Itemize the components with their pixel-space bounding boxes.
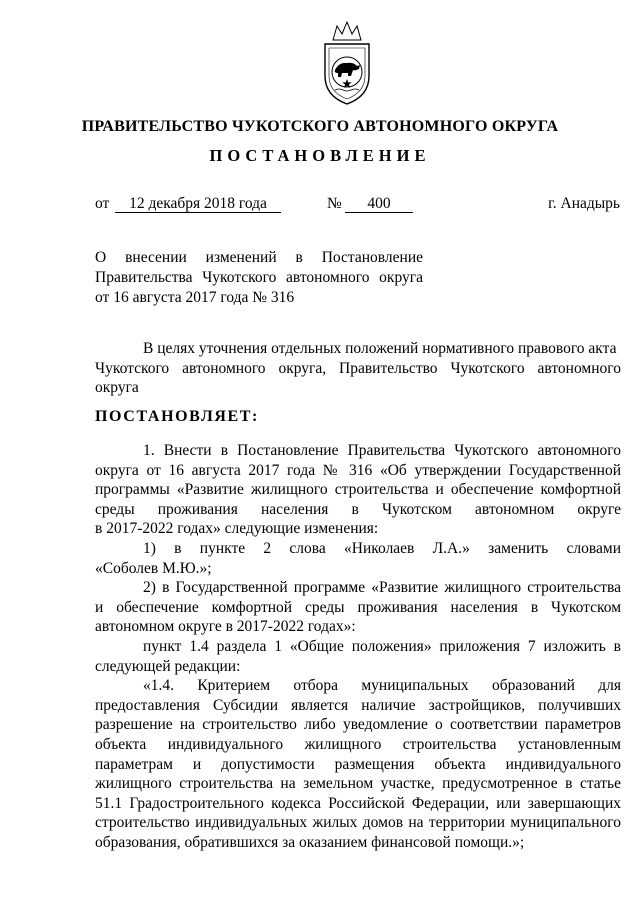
body-line: округа от 16 августа 2017 года № 316 «Об утверждении Государственной bbox=[95, 461, 621, 479]
body-line: автономном округе в 2017-2022 годах»: bbox=[95, 618, 356, 636]
body-line: параметрам и допустимости размещения объекта индивидуального bbox=[95, 755, 621, 773]
body-line: предоставления Субсидии является наличие застройщиков, получивших bbox=[95, 696, 621, 714]
body-line: среды проживания населения в Чукотском автономном округе bbox=[95, 500, 621, 518]
document-body bbox=[95, 441, 621, 852]
subject-line: О внесении изменений в Постановление bbox=[95, 249, 423, 266]
body-line: «Соболев М.Ю.»; bbox=[95, 559, 212, 577]
government-title: ПРАВИТЕЛЬСТВО ЧУКОТСКОГО АВТОНОМНОГО ОКРУГА bbox=[81, 118, 559, 135]
body-line: 2) в Государственной программе «Развитие жилищного строительства bbox=[143, 579, 621, 597]
body-line: строительство индивидуальных жилых домов на территории муниципального bbox=[95, 814, 621, 832]
body-line: пункт 1.4 раздела 1 «Общие положения» приложения 7 изложить в bbox=[143, 637, 621, 655]
body-line: разрешение на строительство либо уведомление о соответствии параметров bbox=[95, 716, 621, 734]
subject-line: от 16 августа 2017 года № 316 bbox=[95, 289, 295, 306]
body-line: 1. Внести в Постановление Правительства Чукотского автономного bbox=[143, 442, 621, 459]
document-type-heading: ПОСТАНОВЛЕНИЕ bbox=[209, 146, 431, 165]
date-prefix: от bbox=[95, 195, 110, 212]
document-date: 12 декабря 2018 года bbox=[115, 195, 281, 213]
document-number: 400 bbox=[345, 195, 413, 213]
body-line: программы «Развитие жилищного строительства и обеспечение комфортной bbox=[95, 481, 621, 499]
preamble-line: В целях уточнения отдельных положений нормативного правового акта bbox=[143, 340, 617, 357]
preamble-line: Чукотского автономного округа, Правительство Чукотского автономного bbox=[95, 359, 621, 377]
body-line: образования, обратившихся за оказанием финансовой помощи.»; bbox=[95, 833, 525, 851]
body-line: «1.4. Критерием отбора муниципальных образований для bbox=[143, 677, 621, 695]
body-line: в 2017-2022 годах» следующие изменения: bbox=[95, 520, 379, 538]
body-line: объекта индивидуального жилищного строительства установленным bbox=[95, 735, 621, 753]
document-subject bbox=[95, 248, 423, 308]
city-name: г. Анадырь bbox=[548, 195, 620, 212]
subject-line: Правительства Чукотского автономного округа bbox=[95, 269, 423, 286]
coat-of-arms-icon bbox=[317, 18, 377, 110]
body-line: и обеспечение комфортной среды проживания населения в Чукотском bbox=[95, 598, 621, 616]
preamble-paragraph bbox=[95, 339, 621, 398]
document-meta-line bbox=[95, 195, 620, 215]
resolves-heading: ПОСТАНОВЛЯЕТ: bbox=[95, 408, 259, 425]
body-line: жилищного строительства на земельном участке, предусмотренное в статье bbox=[95, 775, 621, 793]
body-line: 1) в пункте 2 слова «Николаев Л.А.» заменить словами bbox=[143, 539, 621, 557]
body-line: 51.1 Градостроительного кодекса Российской Федерации, или завершающих bbox=[95, 794, 621, 812]
number-sign: № bbox=[327, 195, 342, 212]
body-line: следующей редакции: bbox=[95, 657, 241, 675]
preamble-line: округа bbox=[95, 379, 139, 396]
